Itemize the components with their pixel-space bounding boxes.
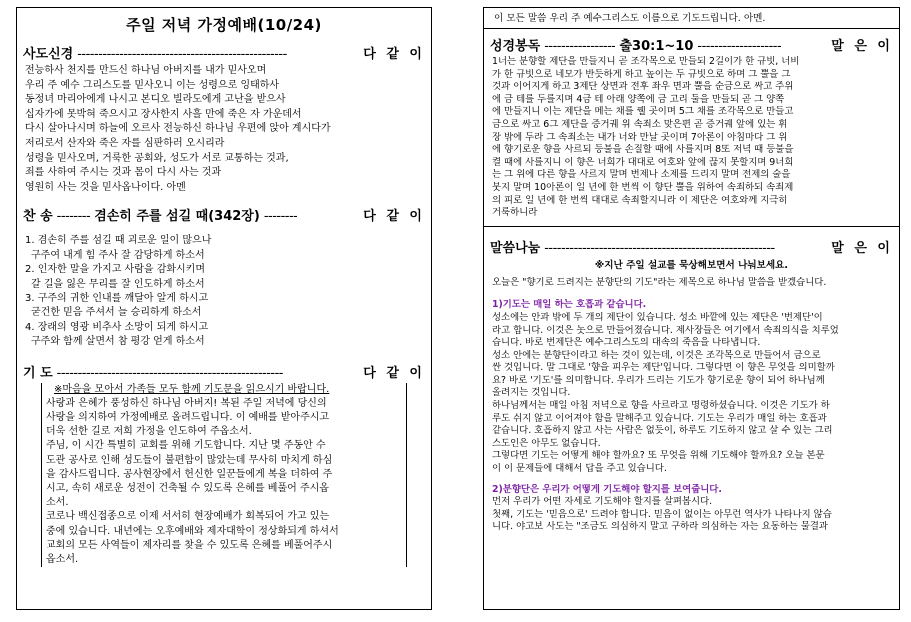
prayer-box bbox=[41, 383, 407, 568]
point1-line: 성소 안에는 분향단이라고 하는 것이 있는데, 이것은 조각목으로 만들어서 금으로 bbox=[492, 349, 821, 361]
creed-label: 사도신경 bbox=[23, 47, 74, 62]
creed-line: 영원히 사는 것을 믿사옵나이다. 아멘 bbox=[25, 181, 186, 193]
creed-line: 십자가에 못박혀 죽으시고 장사한지 사흘 만에 죽은 자 가운데서 bbox=[25, 108, 302, 120]
point1-line: 스도인은 아무도 없습니다. bbox=[492, 437, 601, 449]
creed-line: 죄를 사하여 주시는 것과 몸이 다시 사는 것과 bbox=[25, 167, 222, 179]
prayer-line: 코로나 백신접종으로 이제 서서히 현장예배가 회복되어 가고 있는 bbox=[46, 511, 330, 523]
reading-line: 의 피로 일 년에 한 번씩 대대로 속죄할지니라 이 제단은 여호와께 지극히 bbox=[492, 194, 788, 206]
prayer-line: 소서. bbox=[46, 497, 69, 509]
point1-line: 루도 쉬지 않고 이어져야 함을 말해주고 있습니다. 기도는 우리가 매일 하는 호흡과 bbox=[492, 412, 827, 424]
creed-text bbox=[17, 64, 431, 195]
point2-line: 첫째, 기도는 '믿음으로' 드려야 합니다. 믿음이 없이는 아무런 역사가 나타나지 않습 bbox=[492, 508, 832, 520]
reading-line: 가 한 규빗으로 네모가 반듯하게 하고 높이는 두 규빗으로 하며 그 뿔을 그 bbox=[492, 68, 791, 80]
sermon-dashes: ------------------------------------------------------- bbox=[544, 240, 775, 256]
sermon-header bbox=[484, 237, 899, 256]
prayer-line: 사랑을 의지하여 가정예배로 올려드립니다. 이 예배를 받아주시고 bbox=[46, 412, 330, 423]
reading-line: 에 금 테를 두를지며 4금 테 아래 양쪽에 금 고리 둘을 만들되 곧 그 양쪽 bbox=[492, 93, 785, 105]
point2-line: 니다. 야고보 사도는 "조금도 의심하지 말고 구하라 의심하는 자는 요동하는 물결과 bbox=[492, 521, 828, 533]
reading-line: 는 그 위에 다른 향을 사르지 말며 번제나 소제를 드리지 말며 전제의 술을 bbox=[492, 169, 791, 181]
reading-header bbox=[484, 35, 899, 54]
hymn-dashes-left: -------- bbox=[56, 209, 91, 225]
hymn-line: 4. 장래의 영광 비추사 소망이 되게 하시고 bbox=[25, 321, 209, 333]
reading-dashes-left: ----------------- bbox=[544, 39, 616, 54]
creed-header bbox=[17, 43, 431, 62]
sermon-label: 말씀나눔 bbox=[490, 240, 541, 256]
hymn-leader: 다 같 이 bbox=[363, 209, 425, 225]
sermon-leader: 말 은 이 bbox=[831, 240, 893, 256]
hymn-line: 구주여 내게 힘 주사 잘 감당하게 하소서 bbox=[31, 249, 205, 261]
page-title: 주일 저녁 가정예배(10/24) bbox=[126, 16, 322, 34]
point2-title: 2)분향단은 우리가 어떻게 기도해야 할지를 보여줍니다. bbox=[492, 483, 722, 495]
reading-passage: 출30:1~10 bbox=[619, 39, 694, 54]
creed-line: 우리 주 예수 그리스도를 믿사오니 이는 성령으로 잉태하사 bbox=[25, 79, 280, 91]
reading-line: 거룩하니라 bbox=[492, 207, 538, 219]
point1-line: 라고 합니다. 이것은 놋으로 만들어졌습니다. 제사장들은 여기에서 속죄의식을 치루었 bbox=[492, 324, 839, 336]
point2-line: 먼저 우리가 어떤 자세로 기도해야 할지를 살펴봅시다. bbox=[492, 496, 713, 508]
hymn-label: 찬 송 bbox=[23, 209, 53, 225]
creed-line: 동정녀 마리아에게 나시고 본디오 빌라도에게 고난을 받으사 bbox=[25, 94, 286, 106]
hymn-line: 갈 길을 잃은 무리를 잘 인도하게 하소서 bbox=[31, 278, 205, 290]
point1-line: 습니다. 바로 번제단은 예수그리스도의 대속의 죽음을 나타냅니다. bbox=[492, 337, 761, 349]
reading-line: 켤 때에 사를지니 이 향은 너희가 대대로 여호와 앞에 끊지 못할지며 9너희 bbox=[492, 156, 794, 168]
creed-dashes: -------------------------------------------------- bbox=[77, 47, 287, 62]
point2-block bbox=[484, 484, 899, 534]
reading-line: 1너는 분향할 제단을 만들지니 곧 조각목으로 만들되 2길이가 한 규빗, 너비 bbox=[492, 56, 800, 67]
prayer-line: 옵소서. bbox=[46, 554, 79, 566]
reading-text bbox=[484, 56, 899, 220]
prayer-line: 사랑과 은혜가 풍성하신 하나님 아버지! 복된 주일 저녁에 당신의 bbox=[46, 397, 327, 409]
prayer-note: ※마음을 모아서 가족들 모두 함께 기도문을 읽으시기 바랍니다. bbox=[54, 383, 330, 395]
prayer-label: 기 도 bbox=[23, 365, 53, 381]
hymn-line: 1. 겸손히 주를 섬길 때 괴로운 일이 많으나 bbox=[25, 235, 212, 247]
reading-line: 금으로 싸고 6그 제단을 증거궤 위 속죄소 맞은편 곧 증거궤 앞에 있는 휘 bbox=[492, 118, 788, 130]
reading-line: 에 만들지니 이는 제단을 메는 채를 꿸 곳이며 5그 채를 조각목으로 만들고 bbox=[492, 106, 794, 118]
reading-leader: 말 은 이 bbox=[831, 39, 893, 54]
creed-line: 성령을 믿사오며, 거룩한 공회와, 성도가 서로 교통하는 것과, bbox=[25, 152, 289, 164]
reading-line: 에 향기로운 향을 사르되 등불을 손질할 때에 사를지며 8또 저녁 때 등불을 bbox=[492, 144, 794, 156]
prayer-line: 시고, 속히 새로운 성전이 건축될 수 있도록 은혜를 베풀어 주시옵 bbox=[46, 483, 329, 495]
hymn-line: 굳건한 믿음 주셔서 늘 승리하게 하소서 bbox=[31, 307, 202, 319]
prayer-line: 을 감사드립니다. 공사현장에서 헌신한 일꾼들에게 복을 더하여 주 bbox=[46, 468, 333, 480]
creed-line: 저리로서 산자와 죽은 자를 심판하러 오시리라 bbox=[25, 137, 225, 149]
sermon-note: ※지난 주일 설교를 묵상해보면서 나눠보세요. bbox=[594, 259, 789, 271]
right-page bbox=[483, 7, 900, 610]
prayer-closing: 이 모든 말씀 우리 주 예수그리스도 이름으로 기도드립니다. 아멘. bbox=[494, 13, 766, 24]
hymn-line: 구주와 함께 살면서 참 평강 얻게 하소서 bbox=[31, 336, 205, 348]
creed-leader: 다 같 이 bbox=[363, 47, 425, 62]
sermon-intro-block bbox=[484, 277, 899, 290]
point1-line: 성소에는 안과 밖에 두 개의 제단이 있습니다. 성소 바깥에 있는 제단은 '번제단'이 bbox=[492, 311, 823, 323]
point1-line: 그렇다면 기도는 어떻게 해야 할까요? 또 무엇을 위해 기도해야 할까요? 오늘 본문 bbox=[492, 450, 825, 462]
point1-line: 이 이 문제들에 대해서 답을 주고 있습니다. bbox=[492, 463, 667, 475]
point2-text bbox=[492, 496, 891, 534]
left-page bbox=[16, 7, 432, 610]
prayer-line: 더욱 선한 길로 저희 가정을 인도하여 주옵소서. bbox=[46, 426, 252, 438]
reading-label: 성경봉독 bbox=[490, 39, 541, 54]
point1-line: 같습니다. 호흡하지 않고 사는 사람은 없듯이, 하루도 기도하지 않고 살 수 있는 그리 bbox=[492, 425, 833, 437]
point1-block bbox=[484, 299, 899, 475]
prayer-header bbox=[17, 362, 431, 381]
point1-line: 요? 바로 '기도'를 의미합니다. 우리가 드리는 기도가 향기로운 향이 되어 하나님께 bbox=[492, 374, 825, 386]
prayer-line: 주님, 이 시간 특별히 교회를 위해 기도합니다. 지난 몇 주동안 수 bbox=[46, 440, 326, 452]
reading-line: 붓지 말며 10아론이 일 년에 한 번씩 이 향단 뿔을 위하여 속죄하되 속죄제 bbox=[492, 181, 794, 193]
hymn-header bbox=[17, 205, 431, 224]
reading-line: 장 밖에 두라 그 속죄소는 내가 너와 만날 곳이며 7아론이 아침마다 그 위 bbox=[492, 131, 788, 143]
prayer-text bbox=[46, 397, 402, 567]
point1-title: 1)기도는 매일 하는 호흡과 같습니다. bbox=[492, 299, 647, 311]
prayer-line: 도관 공사로 인해 성도들이 불편함이 많았는데 무사히 마치게 하심 bbox=[46, 454, 333, 466]
hymn-title: 겸손히 주를 섬길 때(342장) bbox=[94, 209, 260, 225]
hymn-line: 3. 구주의 귀한 인내를 깨달아 알게 하시고 bbox=[25, 292, 209, 304]
reading-line: 것과 이어지게 하고 3제단 상면과 전후 좌우 면과 뿔을 순금으로 싸고 주위 bbox=[492, 81, 794, 93]
prayer-line: 중에 있습니다. 내년에는 오후예배와 제자대학이 정상화되게 하셔서 bbox=[46, 525, 339, 537]
point1-line: 올려지는 것입니다. bbox=[492, 387, 571, 399]
point1-text bbox=[492, 312, 891, 476]
creed-line: 전능하사 천지를 만드신 하나님 아버지를 내가 믿사오며 bbox=[25, 65, 267, 76]
prayer-dashes: ------------------------------------------------------ bbox=[56, 365, 283, 381]
prayer-leader: 다 같 이 bbox=[363, 365, 425, 381]
sermon-intro: 오늘은 "향기로 드려지는 분향단의 기도"라는 제목으로 하나님 말씀을 받겠습니다. bbox=[492, 276, 827, 288]
hymn-text bbox=[17, 234, 431, 349]
point1-line: 싼 것입니다. 말 그대로 '향을 피우는 제단'입니다. 그렇다면 이 향은 무엇을 의미할까 bbox=[492, 362, 835, 374]
hymn-line: 2. 인자한 말을 가지고 사람을 감화시키며 bbox=[25, 264, 205, 276]
hymn-dashes-right: -------- bbox=[263, 209, 298, 225]
reading-dashes-right: -------------------- bbox=[697, 39, 782, 54]
prayer-line: 교회의 모든 사역들이 제자리를 찾을 수 있도록 은혜를 베풀어주시 bbox=[46, 539, 333, 551]
creed-line: 다시 살아나시며 하늘에 오르사 전능하신 하나님 우편에 앉아 계시다가 bbox=[25, 123, 331, 135]
point1-line: 하나님께서는 매일 아침 저녁으로 향을 사르라고 명령하셨습니다. 이것은 기도가 하 bbox=[492, 400, 830, 412]
